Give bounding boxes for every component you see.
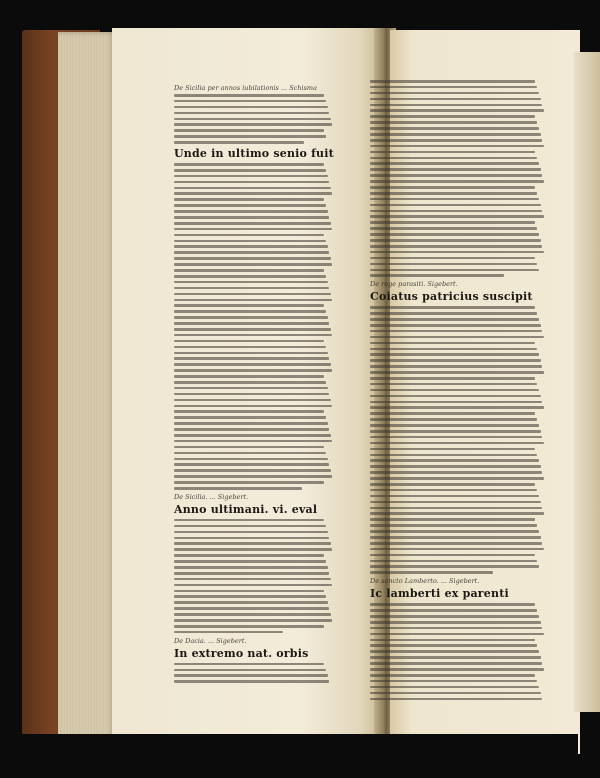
text-line: [174, 106, 328, 109]
text-line: [174, 112, 329, 115]
text-line: [174, 440, 332, 443]
text-line: [174, 135, 326, 138]
text-line: [370, 395, 541, 398]
text-block: [174, 163, 334, 490]
text-line: [370, 348, 537, 351]
text-line: [174, 542, 331, 545]
text-line: [174, 416, 326, 419]
text-line: [174, 375, 324, 378]
text-line: [174, 251, 329, 254]
text-line: [370, 489, 537, 492]
text-line: [370, 210, 542, 213]
text-line: [174, 281, 328, 284]
text-line: [174, 245, 328, 248]
text-line: [370, 615, 539, 618]
text-line: [370, 239, 541, 242]
section-heading: Ic lamberti ex parenti: [370, 587, 509, 601]
text-line: [174, 607, 329, 610]
text-line: [370, 353, 539, 356]
text-line: [370, 471, 542, 474]
text-line: [370, 274, 504, 277]
text-line: [370, 465, 541, 468]
text-line: [174, 601, 328, 604]
text-line: [370, 245, 542, 248]
text-line: [370, 477, 544, 480]
text-line: [370, 192, 537, 195]
text-line: [174, 595, 326, 598]
text-line: [370, 221, 535, 224]
text-line: [370, 215, 544, 218]
running-head: De Sicilia per annos iubilationis ... Schisma: [174, 84, 317, 92]
text-line: [174, 584, 332, 587]
text-line: [370, 92, 539, 95]
text-line: [174, 304, 324, 307]
text-block: [370, 80, 546, 277]
text-line: [174, 422, 328, 425]
text-line: [174, 663, 324, 666]
text-line: [370, 168, 541, 171]
text-line: [370, 603, 535, 606]
text-line: [174, 234, 324, 237]
text-line: [370, 318, 539, 321]
text-line: [370, 436, 542, 439]
text-block: [174, 94, 334, 144]
text-line: [370, 312, 537, 315]
text-line: [174, 263, 332, 266]
text-line: [370, 198, 539, 201]
text-line: [370, 495, 539, 498]
text-line: [370, 644, 537, 647]
left-text-column: [174, 84, 334, 684]
text-line: [370, 127, 539, 130]
text-line: [174, 363, 331, 366]
section-rubric: De sancto Lamberto. ... Sigebert.: [370, 577, 480, 586]
text-line: [174, 228, 332, 231]
text-line: [370, 227, 537, 230]
text-line: [370, 145, 544, 148]
text-line: [370, 424, 539, 427]
right-text-column: [370, 80, 546, 700]
text-line: [174, 387, 328, 390]
text-line: [174, 129, 324, 132]
text-line: [370, 412, 535, 415]
text-line: [370, 507, 542, 510]
text-line: [370, 174, 542, 177]
text-line: [174, 169, 326, 172]
text-line: [370, 668, 544, 671]
section-rubric: De Sicilia. ... Sigebert.: [174, 492, 249, 501]
text-line: [370, 377, 535, 380]
text-line: [174, 198, 324, 201]
text-line: [174, 428, 329, 431]
text-block: [174, 663, 334, 684]
text-line: [370, 621, 541, 624]
text-line: [174, 357, 329, 360]
text-line: [370, 263, 537, 266]
text-line: [174, 434, 331, 437]
text-line: [174, 674, 328, 677]
text-line: [370, 442, 544, 445]
text-line: [174, 625, 324, 628]
text-line: [174, 410, 324, 413]
text-line: [174, 560, 326, 563]
section-rubric: De rege parasiti. Sigebert.: [370, 280, 458, 289]
text-line: [370, 121, 537, 124]
text-line: [174, 405, 332, 408]
text-line: [370, 571, 493, 574]
text-line: [174, 94, 324, 97]
text-line: [370, 342, 535, 345]
text-line: [370, 548, 544, 551]
text-line: [370, 389, 539, 392]
text-line: [370, 692, 541, 695]
text-line: [174, 481, 324, 484]
text-line: [174, 458, 328, 461]
text-line: [174, 257, 331, 260]
section-heading: Anno ultimani. vi. eval: [174, 502, 318, 516]
text-line: [370, 501, 541, 504]
text-line: [174, 590, 324, 593]
text-line: [174, 475, 332, 478]
section-heading: Unde in ultimo senio fuit: [174, 147, 334, 161]
text-block: [370, 603, 546, 700]
right-page-edge: [574, 52, 600, 712]
text-line: [370, 454, 537, 457]
text-line: [174, 346, 326, 349]
text-line: [370, 151, 535, 154]
text-line: [370, 365, 542, 368]
text-line: [370, 133, 541, 136]
text-line: [174, 619, 332, 622]
text-line: [174, 328, 331, 331]
text-block: [174, 519, 334, 634]
text-line: [370, 536, 541, 539]
text-line: [370, 459, 539, 462]
text-line: [370, 359, 541, 362]
text-line: [174, 334, 332, 337]
text-line: [174, 222, 331, 225]
text-line: [370, 401, 542, 404]
text-line: [174, 452, 326, 455]
text-line: [174, 310, 326, 313]
text-line: [370, 186, 535, 189]
text-line: [370, 162, 539, 165]
text-line: [370, 269, 539, 272]
text-line: [174, 216, 329, 219]
text-line: [370, 512, 544, 515]
text-line: [174, 469, 331, 472]
text-line: [174, 393, 329, 396]
text-line: [370, 662, 542, 665]
text-line: [370, 104, 542, 107]
text-line: [370, 518, 535, 521]
text-line: [370, 530, 539, 533]
text-line: [370, 560, 537, 563]
text-line: [174, 123, 332, 126]
text-line: [370, 554, 535, 557]
section-heading: In extremo nat. orbis: [174, 646, 309, 660]
section-heading: Coiatus patricius suscipit: [370, 290, 533, 304]
text-line: [174, 446, 324, 449]
text-line: [370, 627, 542, 630]
text-line: [370, 306, 535, 309]
text-line: [174, 369, 332, 372]
text-line: [370, 418, 537, 421]
text-line: [370, 330, 542, 333]
text-line: [174, 204, 326, 207]
text-line: [370, 698, 542, 701]
text-line: [370, 639, 535, 642]
text-line: [174, 548, 332, 551]
text-line: [370, 674, 535, 677]
text-line: [174, 240, 326, 243]
text-line: [174, 175, 328, 178]
text-line: [174, 631, 283, 634]
text-line: [174, 519, 324, 522]
text-line: [370, 204, 541, 207]
text-line: [174, 572, 329, 575]
text-line: [370, 324, 541, 327]
text-line: [174, 299, 332, 302]
text-line: [174, 210, 328, 213]
text-line: [174, 100, 326, 103]
text-line: [370, 139, 542, 142]
background-strip: [0, 734, 578, 756]
text-line: [174, 399, 331, 402]
section-rubric: De Dacia. ... Sigebert.: [174, 636, 247, 645]
text-line: [174, 287, 329, 290]
text-line: [174, 293, 331, 296]
text-line: [174, 566, 328, 569]
text-line: [370, 524, 537, 527]
text-line: [174, 192, 332, 195]
text-line: [174, 275, 326, 278]
text-line: [174, 118, 331, 121]
text-line: [174, 525, 326, 528]
text-line: [370, 180, 544, 183]
text-line: [370, 251, 544, 254]
text-line: [174, 554, 324, 557]
text-line: [174, 141, 304, 144]
text-line: [370, 115, 535, 118]
text-line: [174, 187, 331, 190]
text-line: [174, 578, 331, 581]
text-line: [174, 487, 302, 490]
text-line: [370, 565, 539, 568]
text-line: [370, 383, 537, 386]
text-line: [174, 669, 326, 672]
text-line: [174, 537, 329, 540]
text-line: [370, 680, 537, 683]
text-line: [174, 680, 329, 683]
text-line: [174, 269, 324, 272]
text-line: [174, 463, 329, 466]
text-line: [370, 542, 542, 545]
text-line: [174, 352, 328, 355]
text-line: [174, 613, 331, 616]
text-line: [370, 109, 544, 112]
text-line: [370, 609, 537, 612]
text-line: [370, 406, 544, 409]
text-line: [174, 163, 324, 166]
text-line: [174, 340, 324, 343]
text-line: [174, 316, 328, 319]
text-line: [370, 80, 535, 83]
text-line: [370, 336, 544, 339]
text-line: [370, 233, 539, 236]
text-block: [370, 306, 546, 574]
page-block-edges: [58, 32, 116, 752]
text-line: [370, 650, 539, 653]
text-line: [370, 257, 535, 260]
text-line: [370, 430, 541, 433]
text-line: [370, 633, 544, 636]
text-line: [370, 448, 535, 451]
text-line: [370, 371, 544, 374]
text-line: [370, 686, 539, 689]
text-line: [370, 656, 541, 659]
text-line: [174, 322, 329, 325]
text-line: [174, 531, 328, 534]
text-line: [370, 157, 537, 160]
text-line: [174, 181, 329, 184]
text-line: [174, 381, 326, 384]
text-line: [370, 98, 541, 101]
text-line: [370, 86, 537, 89]
text-line: [370, 483, 535, 486]
